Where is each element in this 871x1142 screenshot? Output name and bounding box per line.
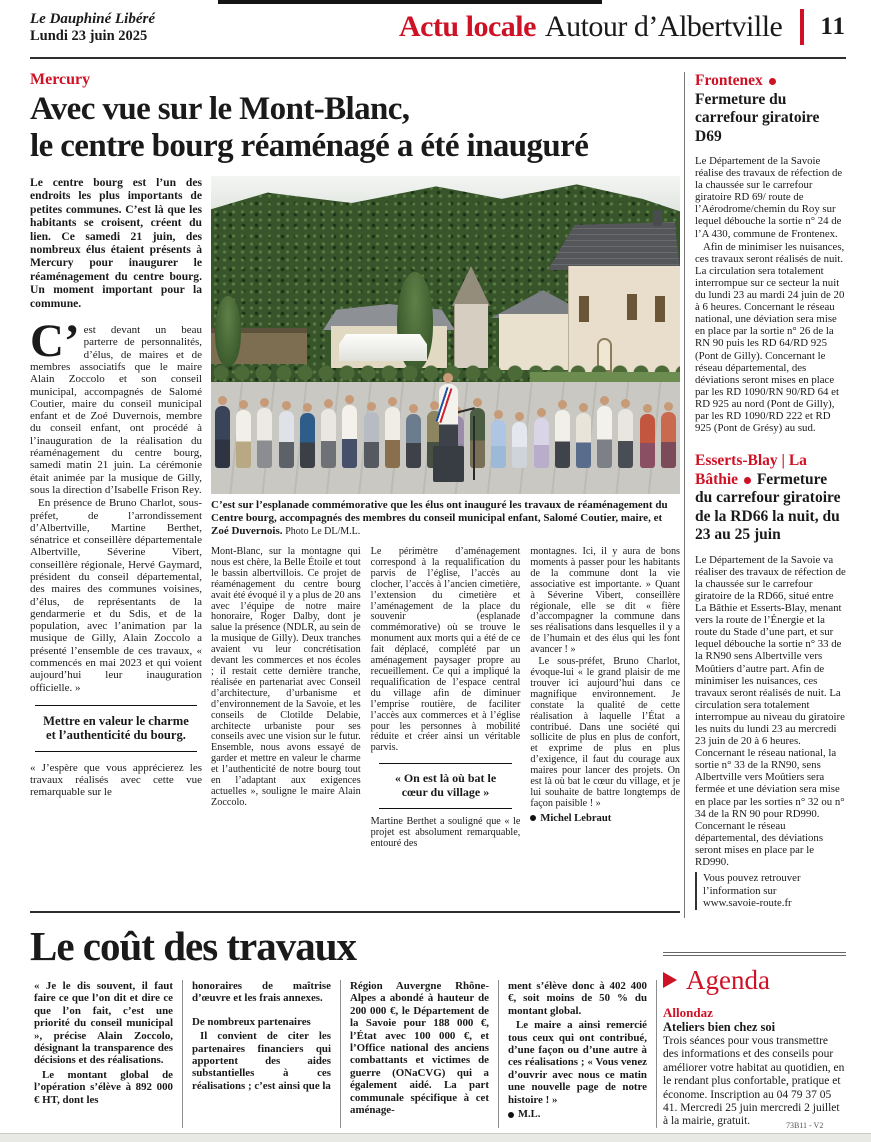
bullet-icon [508, 1112, 514, 1118]
top-edge-strip [218, 0, 602, 4]
cost-subhead: De nombreux partenaires [192, 1015, 311, 1028]
cost-column-1 [25, 980, 183, 1128]
photo-person [279, 411, 294, 468]
photo-lectern [433, 446, 464, 482]
photo-tricolor-sash [436, 387, 453, 423]
article-columns-2-4 [211, 547, 680, 888]
photo-person [257, 408, 272, 468]
photo-white-tent [339, 334, 427, 361]
brief-title: Fermeture du carrefour giratoire D69 [695, 90, 820, 145]
article-photo [211, 176, 680, 494]
main-article [30, 70, 680, 910]
paragraph: Il convient de citer les partenaires financiers qui apportent des aides substantielles à ces réalisations ; c’est ainsi que la [192, 1030, 331, 1092]
arrow-right-icon [663, 972, 677, 988]
article-column-4 [530, 547, 680, 888]
agenda-section [663, 952, 846, 1129]
note-text: Vous pouvez retrouver l’information sur [703, 872, 801, 897]
headline-line1: Avec vue sur le Mont-Blanc, [30, 91, 410, 127]
brief-heading [695, 452, 846, 545]
photo-person [640, 414, 655, 468]
cost-column-4 [499, 980, 657, 1128]
byline-name: M.L. [518, 1109, 541, 1121]
article-right-part [211, 176, 680, 888]
cost-byline [508, 1109, 647, 1121]
section-header [399, 9, 846, 45]
photo-window [655, 296, 665, 322]
masthead-left [30, 11, 155, 45]
article-column-1 [30, 176, 202, 888]
photo-person [491, 420, 506, 468]
photo-person [364, 412, 379, 468]
photo-person [661, 412, 676, 468]
pull-quote: Mettre en valeur le charme et l’authenticité du bourg. [35, 705, 197, 752]
brief-frontenex [695, 72, 846, 434]
article-column-3 [371, 547, 521, 888]
drop-cap: C’ [30, 315, 80, 368]
article-intro: Le centre bourg est l’un des endroits les plus importants de petites communes. C’est là que les habitants se croisent, créent du lien. Ce samedi 21 juin, des nombreux élus étaient présents à Mercury pour inaugurer le réaménagement du centre bourg. Un moment important pour la commune. [30, 176, 202, 310]
headline-line2: le centre bourg réaménagé a été inauguré [30, 128, 589, 164]
bullet-icon [769, 78, 776, 85]
photo-window [579, 296, 589, 322]
page-number: 11 [820, 13, 846, 40]
article-kicker: Mercury [30, 71, 91, 88]
photo-person [618, 409, 633, 468]
paragraph: Martine Berthet a souligné que « le projet est absolument remarquable, entouré des [370, 815, 521, 849]
cost-columns [25, 980, 657, 1128]
section-area: Autour d’Albertville [544, 10, 783, 43]
paragraph: ment s’élève donc à 402 400 €, soit moins de 50 % du montant global. [508, 980, 647, 1017]
article-headline [30, 91, 680, 165]
note-url[interactable]: www.savoie-route.fr [703, 897, 792, 910]
photo-person [512, 422, 527, 468]
photo-chimney [653, 210, 662, 226]
article-body [30, 176, 680, 888]
news-briefs-sidebar [684, 72, 846, 918]
section-title: Actu locale [398, 10, 536, 43]
cost-section [25, 924, 657, 1128]
section-rule [30, 911, 680, 913]
cost-column-2 [183, 980, 341, 1128]
paragraph: En présence de Bruno Charlot, sous-préfet, de l’arrondissement d’Albertville, Martine Berthet, sénatrice et conseillère départementale Albertville, Séverine Vibert, conseillère régionale, Hervé Gaymard, président du conseil départemental, des maires des communes voisines, d’élus, de représentants de la gendarmerie et du Sdis, et de la population, avec l’animation par la musique de Gilly, Alain Zoccolo a présenté l’ensemble de ces travaux, « commencés en mai 2023 et qui voient aujourd’hui leur inauguration officielle. » [30, 497, 202, 694]
bottom-edge-strip [0, 1133, 871, 1142]
agenda-title [663, 965, 846, 995]
photo-person [597, 406, 612, 468]
paragraph [30, 315, 202, 496]
paragraph: Le Département de la Savoie réalise des travaux de réfection de la chaussée sur le carrefour giratoire RD 69/ route de l’Aérodrome/chemin du Roy sur lequel débouche la sortie n° 24 de l’A 430, commune de Frontenex. [695, 155, 843, 240]
print-code: 73B11 - V2 [786, 1121, 824, 1130]
byline-name: Michel Lebraut [540, 812, 612, 824]
caption-text: C’est sur l’esplanade commémorative que les élus ont inauguré les travaux de réaménagement du Centre bourg, accompagnés des membres du conseil municipal enfant, Salomé Coutier, maire, et Zoé Duvernois. [211, 499, 668, 537]
agenda-town: Allondaz [663, 1005, 713, 1020]
article-column-2 [211, 547, 361, 888]
pull-quote: « On est là où bat le cœur du village » [379, 763, 513, 809]
photo-person [215, 406, 230, 468]
info-note [695, 872, 846, 910]
photo-window [627, 294, 637, 320]
photo-person [555, 410, 570, 468]
paragraph: « Je le dis souvent, il faut faire ce que l’on dit et dire ce que l’on fait, c’est une priorité du conseil municipal », précise Alain Zoccolo, désignant la transparence des décisions et des réalisations. [34, 980, 173, 1067]
header-rule [30, 57, 846, 59]
brief-title: Fermeture du carrefour giratoire de la RD66 la nuit, du 23 au 25 juin [695, 470, 841, 544]
paragraph: Mont-Blanc, sur la montagne qui nous est chère, la Belle Étoile et tout le bassin albertvillois. Ce projet de réaménagement du centre bourg avait été évoqué il y a plus de 20 ans avec l’équipe de notre maire honoraire, Roger Dalby, dont je salue la présence (NDLR, au sein de la musique de Gilly). Deux tranches avaient vu leur concrétisation devant les commerces et nos écoles ; il restait cette dernière tranche, réalisée en partenariat avec Conseil d’architecture, d’urbanisme et d’environnement de la Savoie, et les conseils de Clotilde Delabie, architecte urbaniste pour ses conseils avec une vision sur le futur. Ensemble, nous avons essayé de garder et mettre en valeur le charme et l’authenticité de notre bourg tout en l’adaptant aux exigences actuelles », souligne le maire Alain Zoccolo. [211, 547, 361, 808]
cost-title: Le coût des travaux [30, 923, 357, 969]
paragraph: « J’espère que vous apprécierez les travaux réalisés avec cette vue remarquable sur le [30, 761, 202, 799]
photo-person [534, 418, 549, 468]
paragraph: Le Département de la Savoie va réaliser des travaux de réfection de la chaussée sur le carrefour giratoire de la RD66, situé entre La Bâthie et Esserts-Blay, menant vers la route de l’Énergie et la route du Stade d’une part, et sur lequel débouche la sortie n° 33 de la RN90 sens Albertville vers Moûtiers d’autre part. Afin de minimiser les nuisances, ces travaux seront réalisés de nuit. La circulation sera totalement interrompue au niveau du giratoire les nuits du lundi 23 au mercredi 23 juin de 20 à 6 heures. Concernant le réseau national, la sortie n° 33 de la RN90, sens Albertville vers Moûtiers sera fermée et une déviation sera mise en place par les sorties n° 32 ou n° 34 de la RN 90 pour RD990. Concernant le réseau départemental, des déviations seront mises en place par le RD990. [695, 553, 846, 868]
photo-caption [211, 499, 680, 538]
brief-esserts-blay [695, 452, 846, 910]
bullet-icon [530, 815, 536, 821]
photo-person [576, 413, 591, 468]
agenda-body: Trois séances pour vous transmettre des informations et des conseils pour améliorer votre habitat au quotidien, en le rendant plus confortable, pratique et économe. Inscription au 04 79 37 05 41. Mercredi 25 juin mercredi 2 juillet à la mairie, gratuit. [663, 1035, 845, 1128]
red-divider-bar [800, 9, 804, 45]
photo-clock-tower [454, 304, 488, 368]
cost-column-3 [341, 980, 499, 1128]
photo-tree [215, 296, 241, 366]
photo-person [236, 410, 251, 468]
agenda-title-text: Agenda [686, 965, 770, 995]
photo-person [342, 405, 357, 468]
article-byline [530, 813, 680, 824]
brief-heading [695, 72, 846, 146]
paragraph: Le maire a ainsi remercié tous ceux qui ont contribué, d’une façon ou d’une autre à ces réalisations ; « Vous venez d’ouvrir avec nous ce matin une nouvelle page de notre histoire ! » [508, 1019, 647, 1106]
photo-person [385, 407, 400, 468]
paragraph: montagnes. Ici, il y aura de bons moments à passer pour les habitants de la commune dont la vie associative est importante. » Quant à Séverine Vibert, conseillère régionale, elle se dit « fière d’accompagner la commune dans ses réalisations dans lesquelles il y a de l’humain et des élus qui les font avancer ! » [530, 547, 680, 656]
paragraph: Le montant global de l’opération s’élève à 892 000 € HT, dont les [34, 1068, 173, 1106]
photo-person [300, 413, 315, 468]
paragraph: Le sous-préfet, Bruno Charlot, évoque-lui « le grand plaisir de me trouver ici aujourd’hui dans ce magnifique environnement. Je constate la qualité de cette réalisation à laquelle l’État a contribué. Dans une société qui sollicite de plus en plus de confort, et exprime de plus en plus d’exigence, il faut du courage aux maires pour lancer des projets. On est là où bat le cœur du village, et je lui souhaite de battre longtemps de façon paisible ! » [530, 656, 680, 809]
brief-location: Esserts-Blay | La Bâthie [695, 452, 807, 488]
photo-person [321, 409, 336, 468]
photo-person [406, 414, 421, 468]
photo-mic-stand [473, 416, 475, 480]
paragraph: honoraires de maîtrise d’œuvre et les frais annexes. [192, 980, 331, 1005]
photo-credit: Photo Le DL/M.L. [285, 526, 361, 537]
bullet-icon [744, 477, 751, 484]
paragraph: Le périmètre d’aménagement correspond à la requalification du parvis de l’église, l’accès au clocher, l’accès à l’ancien cimetière, l’extension du cimetière et l’aménagement de la place du souvenir (esplanade commémorative) où se trouve le monument aux morts qui a été de ce fait déplacé, complété par un aménagement paysager propre au recueillement. Ce qui a impliqué la requalification de l’espace central du village afin de diminuer l’emprise routière, de faciliter l’accès aux commerces et à l’église pour les personnes à mobilité réduite et créer ainsi un véritable parvis. [370, 547, 521, 754]
paper-name: Le Dauphiné Libéré [30, 11, 155, 27]
agenda-event-title: Ateliers bien chez soi [663, 1020, 776, 1034]
paragraph: Afin de minimiser les nuisances, ces travaux seront réalisés de nuit. La circulation sera totalement interrompue sur ce secteur la nuit du lundi 23 au mardi 24 juin de 20 à 6 heures. Concernant le réseau national, une déviation sera mise en place par la sortie n° 26 de la RN 90 puis les RD 64/RD 925 (Pont de Gilly). Concernant le réseau départemental, des déviations seront mises en place par les RD 1090/RN 90/RD 64 et RD 925 au nord (Pont de Gilly), par les RD 1090/RD 222 et RD 925 (Pont de Grésy) au sud. [695, 240, 845, 435]
issue-date: Lundi 23 juin 2025 [30, 28, 148, 44]
agenda-double-rule [663, 952, 846, 956]
paragraph: Région Auvergne Rhône-Alpes a abondé à hauteur de 200 000 €, le Département de la Savoie pour 188 000 €, l’État avec 100 000 €, et l’Office national des anciens combattants et victimes de guerre (ONaCVG) qui a également aidé. La part communale spécifique à cet aménage- [350, 980, 489, 1117]
brief-location: Frontenex [695, 72, 763, 89]
paragraph-text: est devant un beau parterre de personnalités, d’élus, de maires et de membres associatifs que le maire Alain Zoccolo et son conseil municipal, accompagnés de Salomé Coutier, maire du conseil municipal enfant et de Zoé Duvernois, membre du conseil enfant, ont procédé à l’inauguration de la réalisation du réaménagement du centre bourg, samedi matin 21 juin. La cérémonie était animée par la musique de Gilly, sous la direction d’Isabelle Frison Rey. [30, 324, 202, 496]
masthead [30, 9, 846, 45]
